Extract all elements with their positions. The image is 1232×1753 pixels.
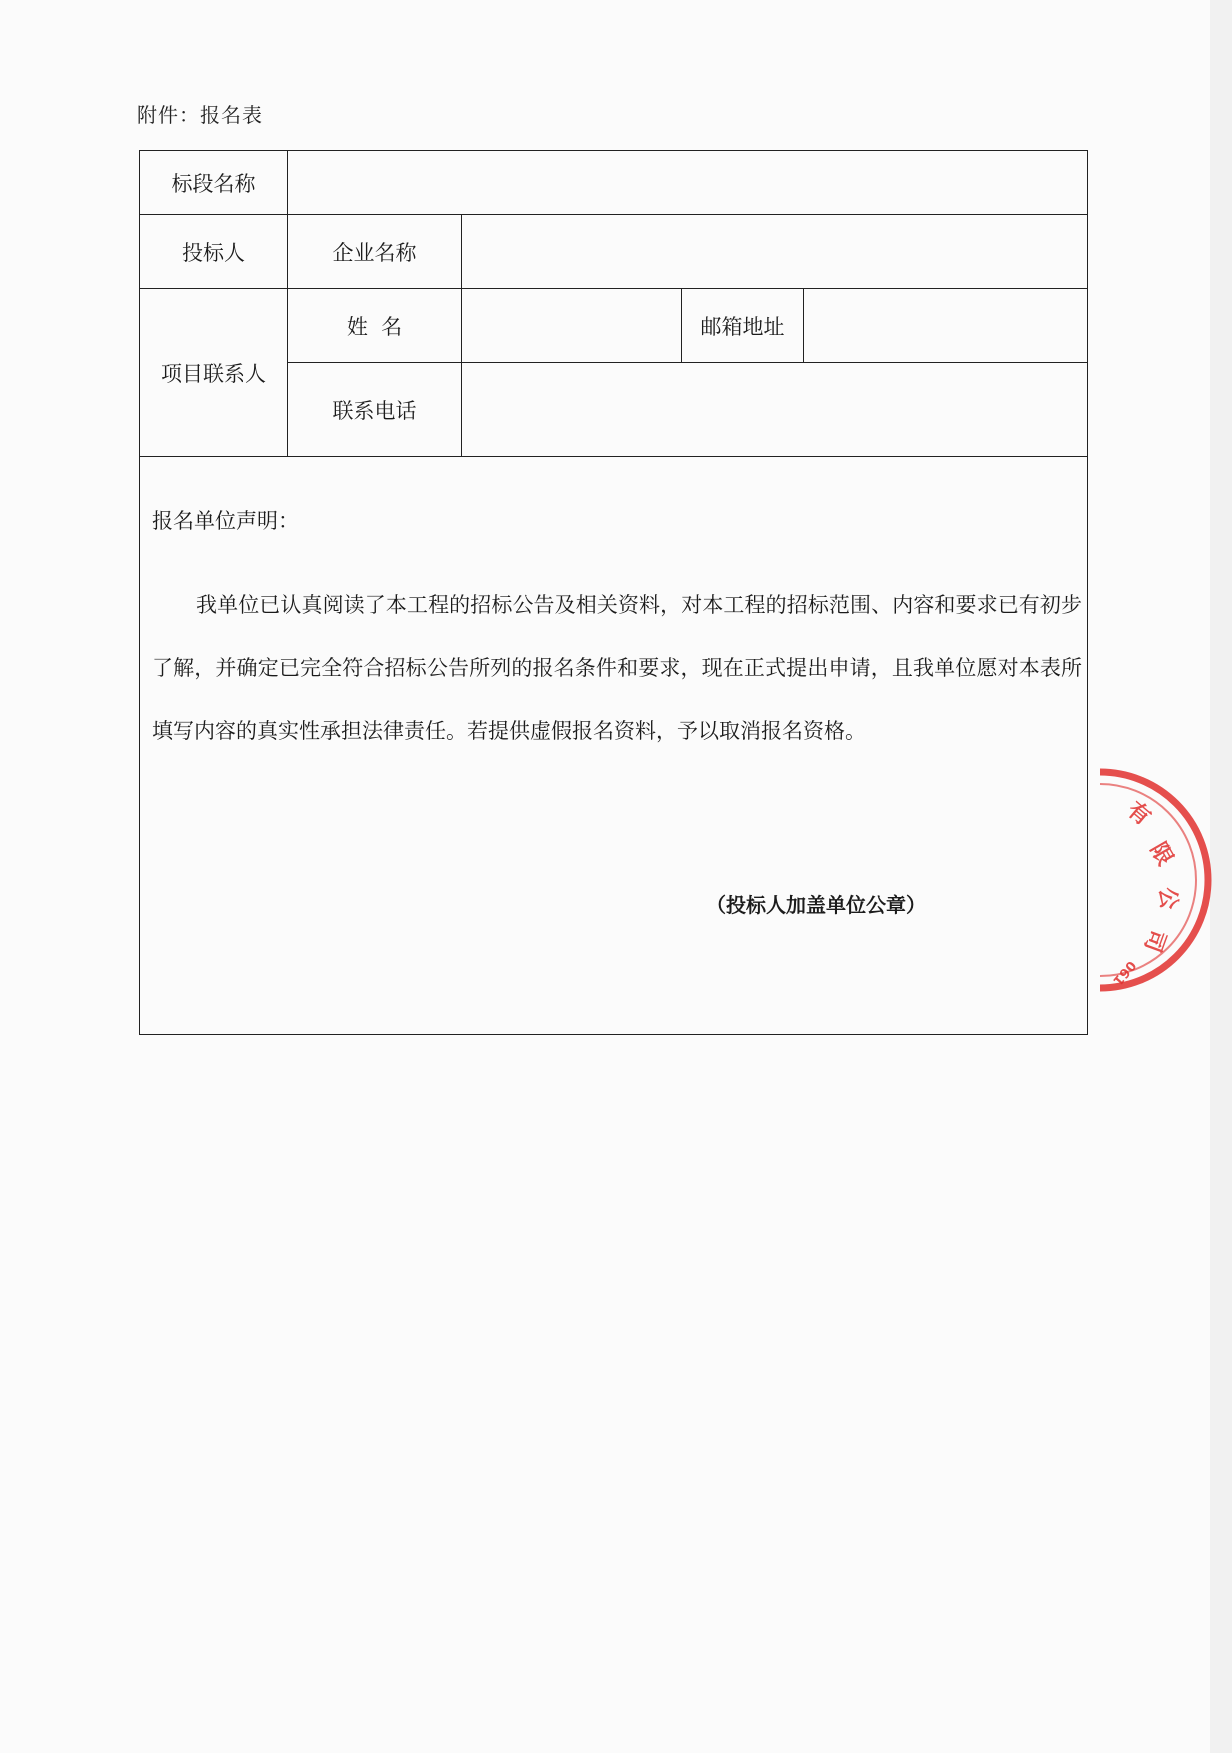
email-label: 邮箱地址 (682, 289, 804, 363)
section-name-field[interactable] (288, 151, 1088, 215)
name-label: 姓 名 (288, 289, 462, 363)
contact-person-label: 项目联系人 (140, 289, 288, 457)
section-name-label: 标段名称 (140, 151, 288, 215)
phone-field[interactable] (462, 363, 1088, 457)
name-field[interactable] (462, 289, 682, 363)
seal-note: （投标人加盖单位公章） (706, 893, 926, 917)
svg-text:司: 司 (1138, 925, 1170, 956)
declaration-body: 我单位已认真阅读了本工程的招标公告及相关资料，对本工程的招标范围、内容和要求已有初步了解，并确定已完全符合招标公告所列的报名条件和要求，现在正式提出申请，且我单位愿对本表所填写内容的真实性承担法律责任。若提供虚假报名资料，予以取消报名资格。 (152, 593, 1082, 743)
email-field[interactable] (804, 289, 1088, 363)
svg-text:公: 公 (1154, 886, 1181, 911)
seal-graphic (1100, 760, 1220, 1000)
svg-text:有: 有 (1122, 797, 1156, 831)
bidder-label: 投标人 (140, 215, 288, 289)
company-name-field[interactable] (462, 215, 1088, 289)
svg-text:061: 061 (1109, 957, 1139, 988)
company-seal-stamp (1100, 760, 1220, 1000)
attachment-title: 附件：报名表 (137, 103, 263, 127)
svg-text:限: 限 (1144, 838, 1178, 871)
registration-form-table (139, 150, 1088, 1035)
phone-label: 联系电话 (288, 363, 462, 457)
company-name-label: 企业名称 (288, 215, 462, 289)
declaration-title: 报名单位声明： (152, 509, 299, 533)
declaration-cell (140, 457, 1088, 1035)
